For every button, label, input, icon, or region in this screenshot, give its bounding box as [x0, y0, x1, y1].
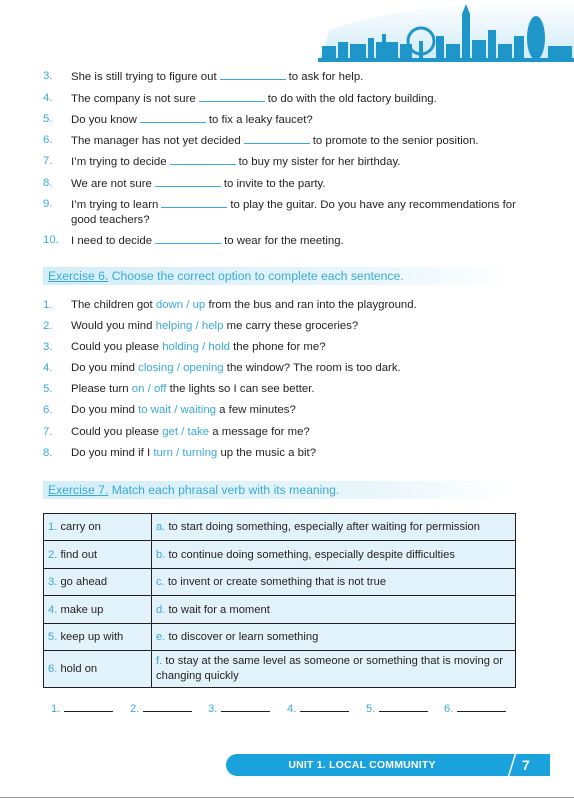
answer-blank[interactable] [170, 154, 236, 165]
meaning-cell [152, 651, 516, 688]
item-number: 5. [43, 113, 53, 125]
answer-number: 2. [130, 703, 140, 715]
item-number: 8. [43, 447, 53, 459]
city-skyline-icon [318, 0, 574, 62]
exercise-label: Exercise 7. [48, 483, 109, 497]
table-row [44, 569, 516, 596]
answer-blank[interactable] [244, 133, 310, 144]
exercise-label: Exercise 6. [48, 269, 109, 283]
item-text: from the bus and ran into the playground. [208, 299, 417, 311]
item-number: 5. [43, 383, 53, 395]
row-letter: e. [156, 631, 166, 643]
meaning-text: to invent or create something that is not true [167, 576, 387, 588]
page-footer [226, 754, 550, 776]
exercise7-heading [43, 481, 513, 499]
item-text: I need to decide [71, 235, 153, 247]
item-text: The company is not sure [71, 93, 196, 105]
page-number: 7 [522, 757, 530, 773]
phrasal-verb: hold on [60, 663, 98, 675]
phrasal-verb-cell [44, 514, 152, 541]
meaning-text: to discover or learn something [168, 631, 319, 643]
item-number: 7. [43, 426, 53, 438]
phrasal-verb: carry on [60, 521, 101, 533]
item-number: 4. [43, 362, 53, 374]
table-row [44, 514, 516, 541]
phrasal-verb: find out [60, 548, 98, 561]
item-text: She is still trying to figure out [71, 71, 217, 83]
answer-slot[interactable] [208, 701, 270, 715]
answer-blank[interactable] [155, 176, 221, 187]
item-text: I’m trying to learn [71, 199, 159, 211]
meaning-text: to continue doing something, especially despite difficulties [168, 548, 455, 561]
item-number: 6. [43, 134, 53, 146]
answer-slot[interactable] [366, 701, 428, 715]
option-choice[interactable]: to wait / waiting [138, 404, 216, 416]
answer-blank[interactable] [155, 233, 221, 244]
item-text: Could you please [71, 341, 160, 353]
item-number: 4. [43, 92, 53, 104]
item-number: 6. [43, 404, 53, 416]
unit-title: UNIT 1. LOCAL COMMUNITY [288, 759, 436, 771]
phrasal-verb-cell [44, 541, 152, 569]
row-letter: d. [156, 603, 166, 616]
option-choice[interactable]: get / take [162, 426, 210, 438]
item-text: Do you know [71, 114, 137, 126]
phrasal-verb: make up [60, 603, 104, 616]
item-text: up the music a bit? [220, 447, 317, 459]
meaning-cell [152, 514, 516, 541]
exercise6-heading [43, 267, 513, 285]
item-text: to ask for help. [288, 71, 364, 83]
slash-divider-icon [502, 750, 522, 780]
answer-number: 1. [51, 703, 61, 715]
table-row [44, 596, 516, 624]
item-number: 9. [43, 198, 53, 210]
meaning-cell [152, 624, 516, 651]
answer-slot[interactable] [51, 701, 113, 715]
meaning-cell [152, 569, 516, 596]
item-text: a few minutes? [219, 404, 296, 416]
item-text: Do you mind [71, 362, 135, 374]
option-choice[interactable]: down / up [155, 299, 206, 311]
phrasal-verb-cell [44, 596, 152, 624]
meaning-text: to stay at the same level as someone or something that is moving or changing quickly [156, 655, 503, 682]
item-text: The manager has not yet decided [71, 135, 241, 147]
item-number: 3. [43, 341, 53, 353]
answer-number: 3. [208, 703, 218, 715]
meaning-text: to start doing something, especially after waiting for permission [168, 521, 480, 533]
answer-number: 4. [287, 703, 297, 715]
answer-slot[interactable] [130, 701, 192, 715]
item-text: We are not sure [71, 178, 152, 190]
row-number: 4. [48, 603, 58, 616]
row-number: 6. [48, 663, 58, 675]
answer-slot[interactable] [444, 701, 506, 715]
bottom-divider [0, 797, 574, 798]
item-text: to buy my sister for her birthday. [238, 156, 401, 168]
item-text: Do you mind if I [71, 447, 151, 459]
phrasal-verb-cell [44, 651, 152, 688]
item-text: to wear for the meeting. [224, 235, 344, 247]
item-text: to promote to the senior position. [312, 135, 479, 147]
matching-table [43, 513, 516, 688]
meaning-text: to wait for a moment [168, 603, 270, 616]
exercise-instruction: Choose the correct option to complete each sentence. [111, 269, 404, 283]
table-row [44, 624, 516, 651]
option-choice[interactable]: helping / help [155, 320, 224, 332]
item-text: to invite to the party. [223, 178, 326, 190]
phrasal-verb: go ahead [60, 576, 108, 588]
meaning-cell [152, 596, 516, 624]
answer-blank[interactable] [220, 69, 286, 80]
item-text: to do with the old factory building. [267, 93, 437, 105]
item-text: a message for me? [212, 426, 310, 438]
item-number: 10. [43, 234, 59, 246]
item-number: 2. [43, 320, 53, 332]
row-number: 3. [48, 576, 58, 588]
option-choice[interactable]: closing / opening [138, 362, 224, 374]
phrasal-verb-cell [44, 569, 152, 596]
option-choice[interactable]: on / off [131, 383, 167, 395]
item-number: 7. [43, 155, 53, 167]
answer-number: 6. [444, 703, 454, 715]
answer-blank[interactable] [140, 112, 206, 123]
row-letter: a. [156, 521, 166, 533]
item-text: to play the guitar. Do you have any recommendations for good teachers? [71, 199, 516, 226]
item-text: to fix a leaky faucet? [208, 114, 313, 126]
item-text: me carry these groceries? [226, 320, 359, 332]
row-letter: b. [156, 548, 166, 561]
item-text: Do you mind [71, 404, 135, 416]
table-row [44, 541, 516, 569]
item-text: Would you mind [71, 320, 153, 332]
item-number: 3. [43, 70, 53, 82]
item-number: 8. [43, 177, 53, 189]
item-text: the lights so I can see better. [169, 383, 315, 395]
item-text: the phone for me? [233, 341, 326, 353]
row-number: 2. [48, 548, 58, 561]
row-number: 5. [48, 631, 58, 643]
item-text: Please turn [71, 383, 129, 395]
item-text: I’m trying to decide [71, 156, 167, 168]
row-letter: c. [156, 576, 165, 588]
answer-number: 5. [366, 703, 376, 715]
option-choice[interactable]: turn / turning [153, 447, 218, 459]
meaning-cell [152, 541, 516, 569]
item-text: the window? The room is too dark. [226, 362, 401, 374]
row-number: 1. [48, 521, 58, 533]
phrasal-verb-cell [44, 624, 152, 651]
answer-row [0, 701, 574, 719]
table-row [44, 651, 516, 688]
exercise-instruction: Match each phrasal verb with its meaning. [111, 483, 340, 497]
row-letter: f. [156, 655, 163, 667]
item-text: Could you please [71, 426, 160, 438]
answer-blank[interactable] [161, 197, 227, 208]
phrasal-verb: keep up with [60, 631, 124, 643]
item-number: 1. [43, 299, 53, 311]
item-text: The children got [71, 299, 153, 311]
option-choice[interactable]: holding / hold [162, 341, 230, 353]
answer-slot[interactable] [287, 701, 349, 715]
answer-blank[interactable] [199, 91, 265, 102]
